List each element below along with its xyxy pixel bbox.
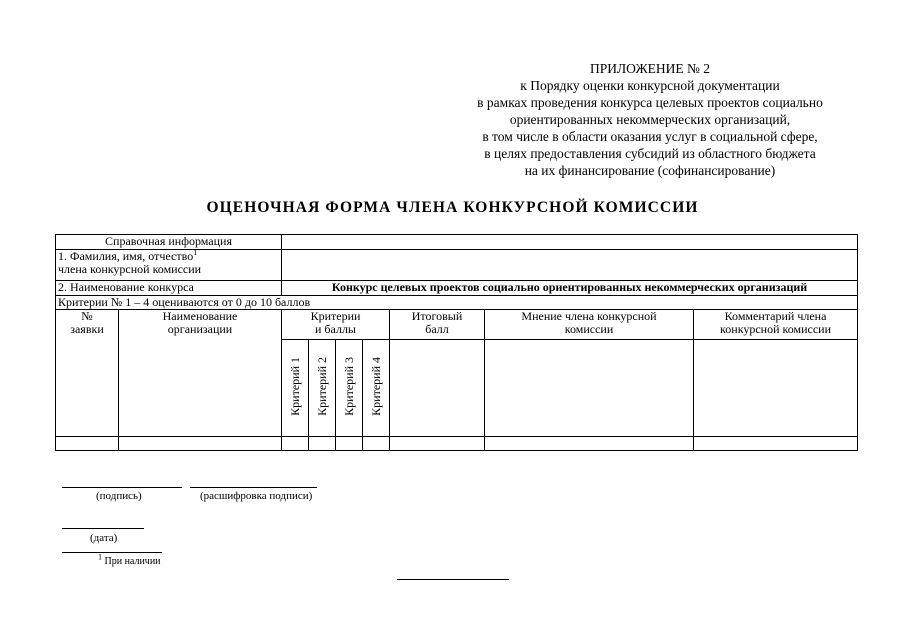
date-label: (дата) bbox=[90, 532, 118, 544]
table-row bbox=[56, 437, 858, 451]
date-line bbox=[62, 528, 144, 529]
appendix-line: ориентированных некоммерческих организаций, bbox=[509, 112, 791, 127]
col-criterion-3 bbox=[336, 340, 363, 437]
form-title: ОЦЕНОЧНАЯ ФОРМА ЧЛЕНА КОНКУРСНОЙ КОМИССИИ bbox=[206, 199, 699, 216]
col-header-text: Комментарий члена bbox=[724, 309, 827, 323]
contest-name-value-cell bbox=[282, 281, 858, 296]
criteria-note: Критерии № 1 – 4 оцениваются от 0 до 10 баллов bbox=[58, 295, 311, 309]
criterion-label: Критерий 2 bbox=[314, 357, 329, 416]
table-cell-opinion[interactable] bbox=[485, 437, 694, 451]
comment-header-empty bbox=[694, 340, 858, 437]
criterion-label: Критерий 1 bbox=[287, 357, 302, 416]
contest-name-value: Конкурс целевых проектов социально ориентированных некоммерческих организаций bbox=[331, 280, 808, 294]
col-application-number bbox=[56, 310, 119, 437]
appendix-header bbox=[440, 60, 860, 179]
appendix-line: ПРИЛОЖЕНИЕ № 2 bbox=[589, 61, 711, 76]
appendix-line: в рамках проведения конкурса целевых проектов социально bbox=[477, 95, 823, 110]
appendix-line: в целях предоставления субсидий из областного бюджета bbox=[484, 146, 816, 161]
col-criteria-and-scores bbox=[282, 310, 390, 340]
table-cell-criterion-2[interactable] bbox=[309, 437, 336, 451]
col-criterion-1 bbox=[282, 340, 309, 437]
col-header-text: конкурсной комиссии bbox=[720, 322, 832, 336]
full-name-value-cell[interactable] bbox=[282, 250, 858, 281]
col-member-comment bbox=[694, 310, 858, 340]
col-header-text: комиссии bbox=[564, 322, 614, 336]
col-member-opinion bbox=[485, 310, 694, 340]
footnote-text: При наличии bbox=[102, 556, 161, 567]
footnote bbox=[98, 552, 161, 567]
evaluation-form-table bbox=[55, 234, 858, 451]
criterion-label: Критерий 3 bbox=[341, 357, 356, 416]
table-header-row bbox=[56, 310, 858, 340]
col-header-text: Наименование bbox=[162, 309, 238, 323]
table-cell-comment[interactable] bbox=[694, 437, 858, 451]
col-total-score bbox=[390, 310, 485, 340]
table-cell-criterion-3[interactable] bbox=[336, 437, 363, 451]
full-name-label-line2: члена конкурсной комиссии bbox=[58, 262, 202, 276]
signature-decoding-label: (расшифровка подписи) bbox=[200, 490, 313, 502]
signature-line bbox=[62, 487, 182, 488]
col-header-text: организации bbox=[167, 322, 233, 336]
page-divider bbox=[397, 579, 509, 580]
criteria-note-cell bbox=[56, 296, 858, 310]
contest-name-label-cell bbox=[56, 281, 282, 296]
col-header-text: № bbox=[81, 309, 93, 323]
col-organization-name bbox=[119, 310, 282, 437]
reference-header-cell bbox=[56, 235, 282, 250]
col-header-text: Критерии bbox=[310, 309, 361, 323]
table-row bbox=[56, 296, 858, 310]
full-name-label-cell bbox=[56, 250, 282, 281]
criterion-label: Критерий 4 bbox=[368, 357, 383, 416]
table-cell-application-number[interactable] bbox=[56, 437, 119, 451]
appendix-line: в том числе в области оказания услуг в социальной сфере, bbox=[482, 129, 818, 144]
full-name-label: 1. Фамилия, имя, отчество bbox=[58, 249, 194, 263]
table-row bbox=[56, 235, 858, 250]
opinion-header-empty bbox=[485, 340, 694, 437]
col-header-text: и баллы bbox=[315, 322, 356, 336]
signature-decoding-line bbox=[190, 487, 317, 488]
footnote-mark: 1 bbox=[98, 552, 102, 562]
col-criterion-2 bbox=[309, 340, 336, 437]
table-cell-criterion-4[interactable] bbox=[363, 437, 390, 451]
col-header-text: Итоговый bbox=[411, 309, 463, 323]
contest-name-label: 2. Наименование конкурса bbox=[58, 280, 194, 294]
col-header-text: балл bbox=[425, 322, 449, 336]
total-score-header-empty bbox=[390, 340, 485, 437]
appendix-line: к Порядку оценки конкурсной документации bbox=[520, 78, 780, 93]
reference-header: Справочная информация bbox=[105, 234, 232, 248]
footnote-mark: 1 bbox=[193, 248, 198, 257]
signature-label: (подпись) bbox=[96, 490, 142, 502]
footnote-separator bbox=[62, 552, 162, 553]
col-header-text: Мнение члена конкурсной bbox=[521, 309, 657, 323]
col-criterion-4 bbox=[363, 340, 390, 437]
table-row bbox=[56, 281, 858, 296]
reference-empty-cell[interactable] bbox=[282, 235, 858, 250]
table-cell-organization-name[interactable] bbox=[119, 437, 282, 451]
table-cell-total-score[interactable] bbox=[390, 437, 485, 451]
table-cell-criterion-1[interactable] bbox=[282, 437, 309, 451]
col-header-text: заявки bbox=[70, 322, 104, 336]
table-row bbox=[56, 250, 858, 281]
appendix-line: на их финансирование (софинансирование) bbox=[524, 163, 776, 178]
